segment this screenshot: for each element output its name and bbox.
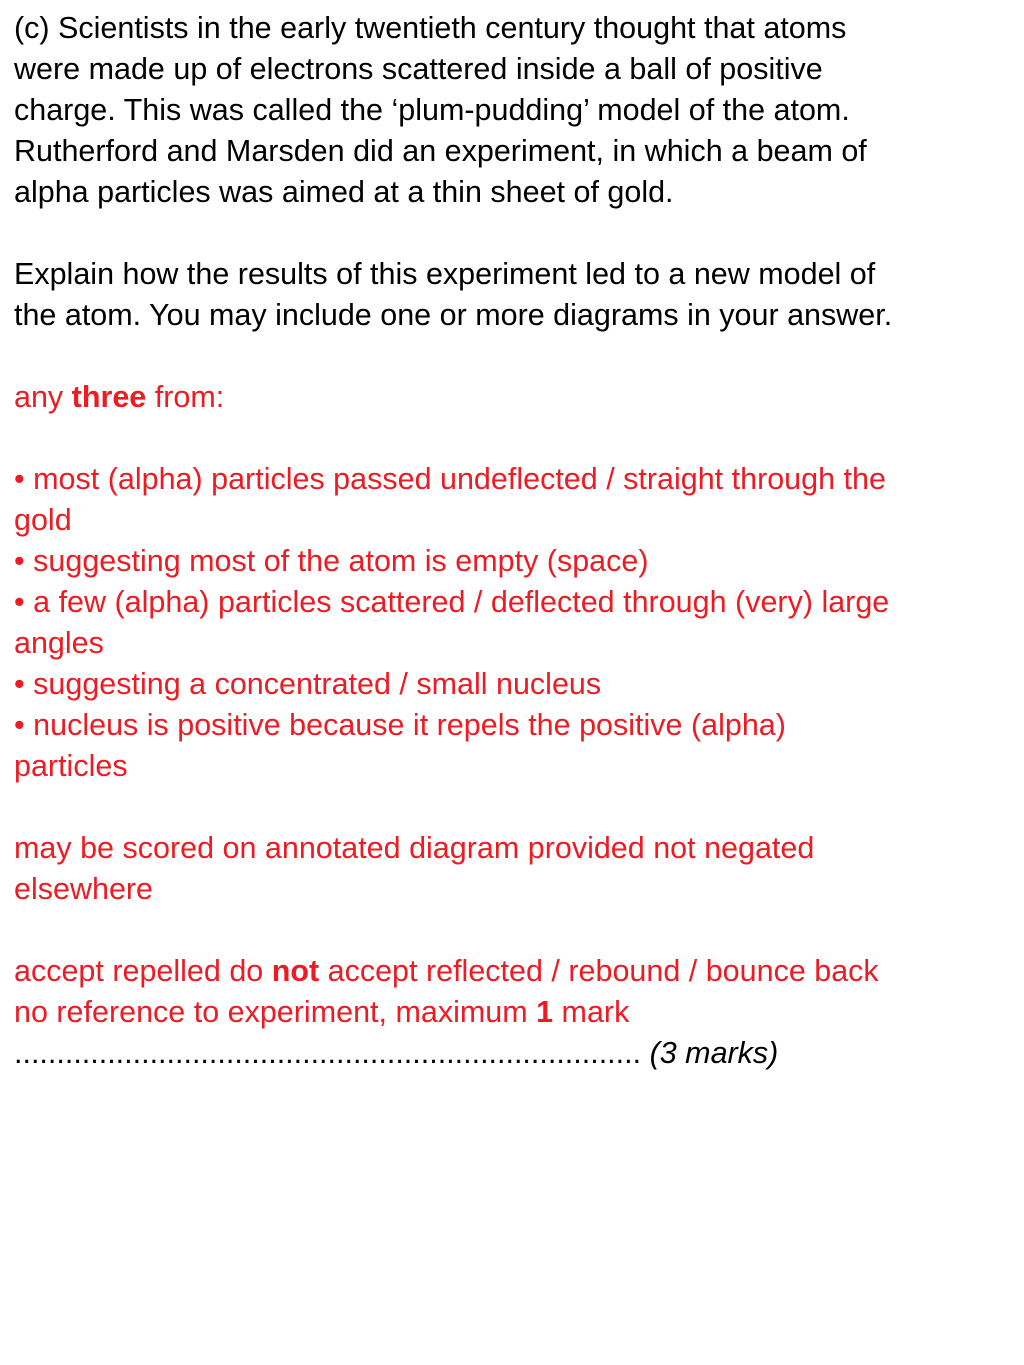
intro-text: any <box>14 380 72 414</box>
accept-line <box>14 951 1014 992</box>
spacer <box>14 418 1014 459</box>
limit-emphasis: 1 <box>536 995 554 1029</box>
question-line: (c) Scientists in the early twentieth century thought that atoms <box>14 11 847 45</box>
marks-label: (3 marks) <box>649 1036 779 1070</box>
bullet-point: • a few (alpha) particles scattered / deflected through (very) large <box>14 585 890 619</box>
marks-line <box>14 1033 1014 1074</box>
limit-text: no reference to experiment, maximum <box>14 995 537 1029</box>
mark-scheme-bullets <box>14 459 1014 787</box>
bullet-point-continuation: particles <box>14 749 128 783</box>
spacer <box>14 213 1014 254</box>
limit-line <box>14 992 1014 1033</box>
accept-emphasis: not <box>271 954 320 988</box>
spacer <box>14 787 1014 828</box>
bullet-point: • nucleus is positive because it repels the positive (alpha) <box>14 708 786 742</box>
intro-emphasis: three <box>71 380 147 414</box>
bullet-point: • most (alpha) particles passed undeflected / straight through the <box>14 462 886 496</box>
spacer <box>14 336 1014 377</box>
question-line: were made up of electrons scattered inside a ball of positive <box>14 52 823 86</box>
bullet-point-continuation: gold <box>14 503 72 537</box>
note-line: elsewhere <box>14 872 154 906</box>
mark-scheme-intro <box>14 377 1014 418</box>
intro-text: from: <box>146 380 225 414</box>
note-line: may be scored on annotated diagram provided not negated <box>14 831 815 865</box>
document-page <box>14 8 1014 1074</box>
bullet-point: • suggesting a concentrated / small nucleus <box>14 667 602 701</box>
mark-scheme-note <box>14 828 1014 910</box>
instruction-line: the atom. You may include one or more diagrams in your answer. <box>14 298 893 332</box>
question-paragraph <box>14 8 1014 213</box>
accept-text: accept reflected / rebound / bounce back <box>319 954 879 988</box>
question-line: alpha particles was aimed at a thin sheet of gold. <box>14 175 674 209</box>
mark-scheme <box>14 377 1014 1033</box>
instruction-line: Explain how the results of this experiment led to a new model of <box>14 257 876 291</box>
answer-dots: .......................................................................... <box>14 1036 642 1070</box>
bullet-point-continuation: angles <box>14 626 104 660</box>
instruction-paragraph <box>14 254 1014 336</box>
question-line: Rutherford and Marsden did an experiment, in which a beam of <box>14 134 867 168</box>
question-line: charge. This was called the ‘plum-pudding’ model of the atom. <box>14 93 850 127</box>
bullet-point: • suggesting most of the atom is empty (space) <box>14 544 649 578</box>
accept-text: accept repelled do <box>14 954 272 988</box>
limit-text: mark <box>553 995 630 1029</box>
spacer <box>14 910 1014 951</box>
